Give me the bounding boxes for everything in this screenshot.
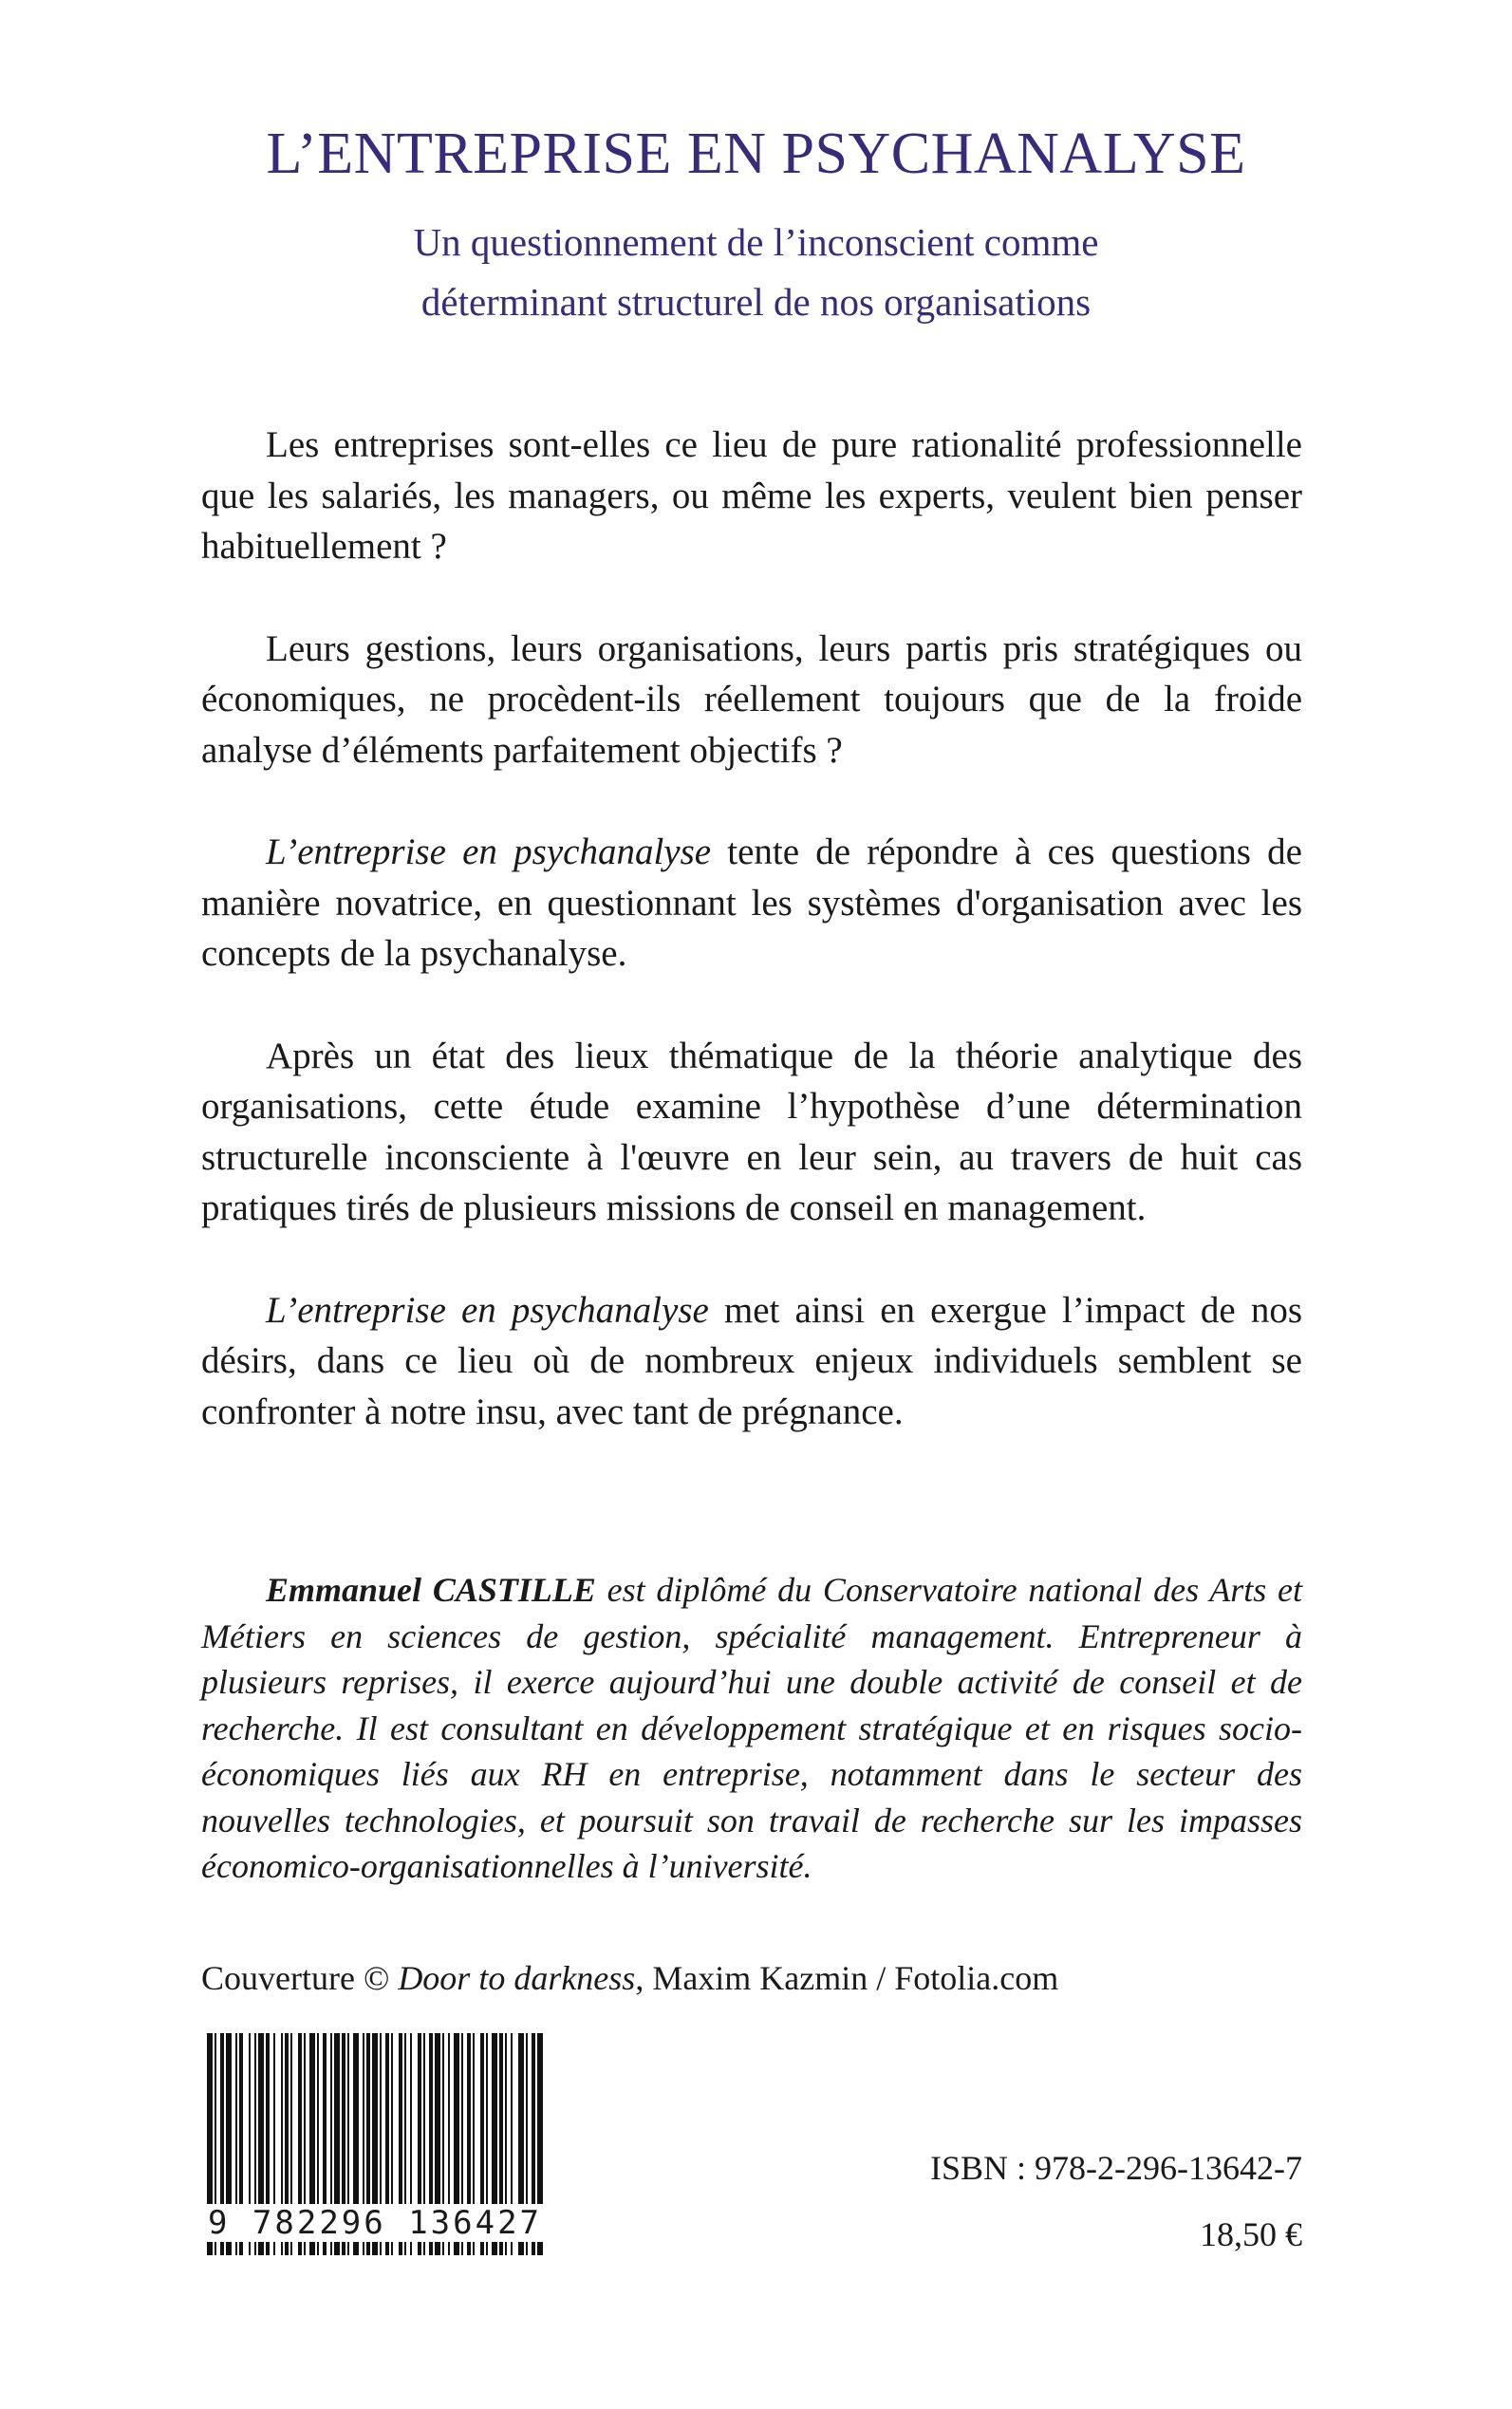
cover-credit: Couverture © Door to darkness, Maxim Kazmin / Fotolia.com — [201, 1959, 1059, 1997]
author-bio — [201, 1567, 1302, 1890]
blurb-paragraph-5-text: met ainsi en exergue l’impact de nos désirs, dans ce lieu où de nombreux enjeux individuels semblent se confronter à notre insu, avec tant de prégnance. — [201, 1289, 1302, 1432]
subtitle-line-2: déterminant structurel de nos organisations — [420, 280, 1092, 324]
blurb-paragraph-1: Les entreprises sont-elles ce lieu de pure rationalité professionnelle que les salariés, les managers, ou même les experts, veulent bien penser habituellement ? — [201, 424, 1302, 567]
book-title: L’ENTREPRISE EN PSYCHANALYSE — [266, 121, 1246, 186]
book-title-italic: L’entreprise en psychanalyse — [266, 1289, 709, 1331]
author-name: Emmanuel CASTILLE — [266, 1571, 596, 1609]
price: 18,50 € — [1200, 2215, 1302, 2253]
blurb-paragraph-2: Leurs gestions, leurs organisations, leurs partis pris stratégiques ou économiques, ne procèdent-ils réellement toujours que de la froide analyse d’éléments parfaitement objectifs ? — [201, 627, 1302, 771]
author-bio-text: est diplômé du Conservatoire national des Arts et Métiers en sciences de gestion, spécialité management. Entrepreneur à plusieurs reprises, il exerce aujourd’hui une double activité de conseil et de recherche. Il est consultant en développement stratégique et en risques socio-économiques liés aux RH en entreprise, notamment dans le secteur des nouvelles technologies, et poursuit son travail de recherche sur les impasses économico-organisationnelles à l’université. — [201, 1571, 1303, 1885]
barcode-digits: 9 782296 136427 — [201, 2204, 549, 2242]
blurb-paragraph-5 — [201, 1285, 1302, 1438]
cover-credit-work: Door to darkness — [398, 1959, 636, 1997]
isbn: ISBN : 978-2-296-13642-7 — [930, 2149, 1302, 2187]
blurb-paragraph-4: Après un état des lieux thématique de la théorie analytique des organisations, cette étude examine l’hypothèse d’une détermination structurelle inconsciente à l'œuvre en leur sein, au travers de huit cas pratiques tirés de plusieurs missions de conseil en management. — [201, 1035, 1302, 1228]
blurb-paragraph-3-text: tente de répondre à ces questions de manière novatrice, en questionnant les systèmes d'organisation avec les concepts de la psychanalyse. — [201, 831, 1302, 974]
blurb-paragraph-3 — [201, 827, 1302, 980]
book-title-italic: L’entreprise en psychanalyse — [266, 831, 712, 872]
book-subtitle — [0, 213, 1512, 332]
subtitle-line-1: Un questionnement de l’inconscient comme — [413, 220, 1099, 264]
blurb — [201, 420, 1302, 1437]
